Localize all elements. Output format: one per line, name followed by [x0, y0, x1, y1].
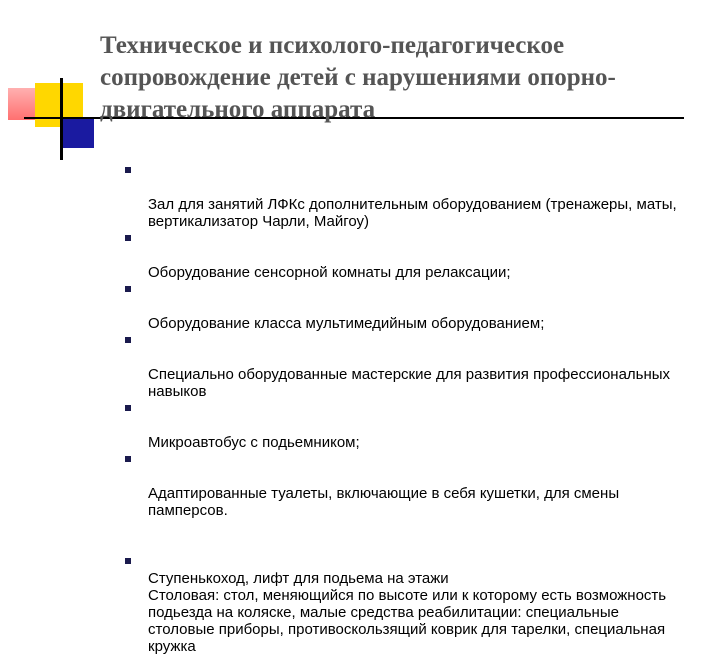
list-item-text: Специально оборудованные мастерские для развития профессиональных навыков: [148, 366, 671, 400]
list-item: [125, 536, 685, 655]
list-item-text: Оборудование сенсорной комнаты для релаксации;: [148, 264, 511, 281]
list-item-text: Адаптированные туалеты, включающие в себя кушетки, для смены памперсов.: [148, 485, 620, 519]
decorative-blue-square: [62, 118, 94, 148]
slide-title: Техническое и психолого-педагогическое сопровождение детей с нарушениями опорно-двигательного аппарата: [100, 32, 616, 123]
list-item: [125, 332, 685, 400]
list-item: [125, 400, 685, 451]
list-item: [125, 162, 685, 230]
decorative-vertical-line: [60, 78, 63, 160]
bullet-square-icon: [125, 456, 131, 462]
list-item-text: Оборудование класса мультимедийным оборудованием;: [148, 315, 545, 332]
bullet-square-icon: [125, 167, 131, 173]
bullet-square-icon: [125, 405, 131, 411]
list-item: [125, 230, 685, 281]
bullet-square-icon: [125, 286, 131, 292]
list-item-text: Ступенькоход, лифт для подьема на этажи Столовая: стол, меняющийся по высоте или к которому есть возможность подьезда на коляске, малые средства реабилитации: специальные столовые приборы, противоскользящий коврик для тарелки, специальная кружка: [148, 570, 667, 655]
list-item: [125, 281, 685, 332]
bullet-square-icon: [125, 235, 131, 241]
bullet-square-icon: [125, 558, 131, 564]
list-item-text: Микроавтобус с подьемником;: [148, 434, 360, 451]
list-item-text: Зал для занятий ЛФКс дополнительным оборудованием (тренажеры, маты, вертикализатор Чарли, Майгоу): [148, 196, 677, 230]
list-item: [125, 451, 685, 519]
bullet-square-icon: [125, 337, 131, 343]
bullet-list: [125, 162, 685, 655]
